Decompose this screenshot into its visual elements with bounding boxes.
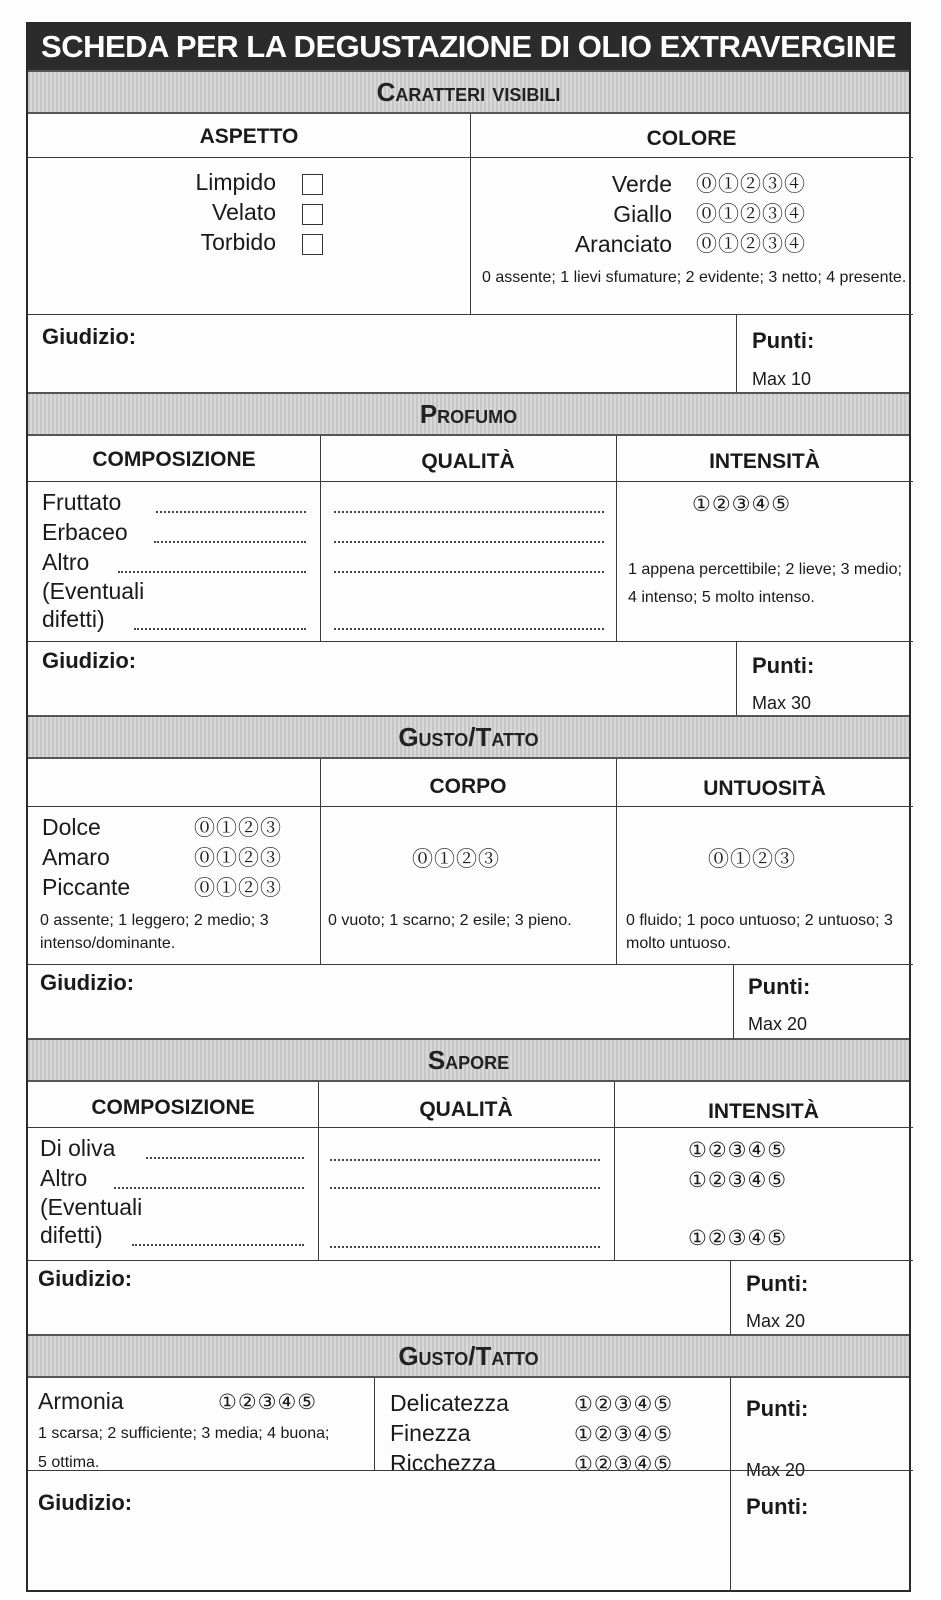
dotline-sapore-difetti[interactable] [132,1244,304,1246]
scale-intensita-profumo[interactable]: ①②③④⑤ [692,493,792,516]
section-band-sapore: Sapore [28,1038,909,1082]
colore-legend: 0 assente; 1 lievi sfumature; 2 evidente; 3 netto; 4 presente. [482,269,907,286]
tasting-sheet [26,22,911,1592]
section-band-gusto-tatto-2: Gusto/Tatto [28,1334,909,1378]
scale-amaro[interactable]: ⓪①②③ [194,847,282,870]
max-label-4: Max 20 [746,1311,806,1331]
dotline-erbaceo[interactable] [154,541,306,543]
scale-corpo[interactable]: ⓪①②③ [412,848,500,871]
sapore-eventuali: (Eventuali [40,1194,143,1220]
scale-delicatezza[interactable]: ①②③④⑤ [574,1393,674,1416]
header-qualita-profumo: QUALITÀ [421,450,515,473]
corpo-legend: 0 vuoto; 1 scarno; 2 esile; 3 pieno. [328,912,572,929]
profumo-altro: Altro [42,549,90,575]
punti-label-4: Punti: [746,1271,809,1296]
giudizio-label-2: Giudizio: [42,648,137,673]
untuosita-legend: 0 fluido; 1 poco untuoso; 2 untuoso; 3 molto untuoso. [626,912,893,953]
punti-label-1: Punti: [752,328,815,353]
scale-sapore-2[interactable]: ①②③④⑤ [688,1169,788,1192]
gusto-legend: 0 assente; 1 leggero; 2 medio; 3 intenso/dominante. [40,912,269,953]
intensita-legend-profumo: 1 appena percettibile; 2 lieve; 3 medio; 4 intenso; 5 molto intenso. [628,561,902,606]
scale-sapore-3[interactable]: ①②③④⑤ [688,1227,788,1250]
punti-label-6: Punti: [746,1494,809,1519]
header-untuosita: UNTUOSITÀ [703,777,826,800]
scale-giallo[interactable]: ⓪①②③④ [696,203,806,226]
dotline-sapore-qualita-2[interactable] [330,1187,600,1189]
profumo-fruttato: Fruttato [42,489,122,515]
max-label-3: Max 20 [748,1014,808,1034]
checkbox-limpido[interactable] [302,174,323,195]
scale-armonia[interactable]: ①②③④⑤ [218,1391,318,1414]
scale-finezza[interactable]: ①②③④⑤ [574,1423,674,1446]
gusto-piccante: Piccante [42,874,131,900]
punti-label-3: Punti: [748,974,811,999]
dotline-altro[interactable] [118,571,306,573]
gusto-ricchezza: Ricchezza [390,1450,497,1476]
profumo-difetti: difetti) [42,606,105,632]
giudizio-field-4[interactable] [28,1261,729,1333]
dotline-sapore-altro[interactable] [114,1187,304,1189]
punti-label-2: Punti: [752,653,815,678]
scale-verde[interactable]: ⓪①②③④ [696,173,806,196]
header-intensita-sapore: INTENSITÀ [708,1100,819,1123]
sapore-altro: Altro [40,1165,88,1191]
giudizio-field-2[interactable] [28,642,735,714]
gusto-amaro: Amaro [42,844,110,870]
checkbox-velato[interactable] [302,204,323,225]
gusto-finezza: Finezza [390,1420,471,1446]
colore-aranciato: Aranciato [574,231,672,257]
header-composizione-sapore: COMPOSIZIONE [91,1096,255,1119]
scale-ricchezza[interactable]: ①②③④⑤ [574,1453,674,1476]
scale-piccante[interactable]: ⓪①②③ [194,877,282,900]
colore-giallo: Giallo [613,201,672,227]
header-colore: COLORE [646,127,737,150]
sapore-di-oliva: Di oliva [40,1135,116,1161]
section-band-profumo: Profumo [28,392,909,436]
max-label-1: Max 10 [752,369,812,389]
dotline-qualita-4[interactable] [334,628,604,630]
aspetto-velato: Velato [212,199,276,225]
punti-label-5: Punti: [746,1396,809,1421]
dotline-qualita-1[interactable] [334,511,604,513]
dotline-di-oliva[interactable] [146,1157,304,1159]
header-qualita-sapore: QUALITÀ [419,1098,513,1121]
sheet-title: SCHEDA PER LA DEGUSTAZIONE DI OLIO EXTRAVERGINE [28,24,909,70]
giudizio-label-5: Giudizio: [38,1490,133,1515]
max-label-2: Max 30 [752,693,812,713]
scale-aranciato[interactable]: ⓪①②③④ [696,233,806,256]
armonia-legend: 1 scarsa; 2 sufficiente; 3 media; 4 buona; 5 ottima. [38,1425,330,1471]
header-corpo: CORPO [429,775,507,798]
gusto-delicatezza: Delicatezza [390,1390,509,1416]
max-label-5: Max 20 [746,1460,806,1480]
profumo-eventuali: (Eventuali [42,578,145,604]
armonia-label: Armonia [38,1388,124,1414]
giudizio-field-1[interactable] [28,315,735,391]
gusto-dolce: Dolce [42,814,101,840]
giudizio-label-3: Giudizio: [40,970,135,995]
aspetto-torbido: Torbido [200,229,276,255]
scale-dolce[interactable]: ⓪①②③ [194,817,282,840]
scale-sapore-1[interactable]: ①②③④⑤ [688,1139,788,1162]
header-aspetto: ASPETTO [199,125,299,148]
giudizio-field-5[interactable] [28,1471,729,1590]
giudizio-label-1: Giudizio: [42,324,137,349]
profumo-erbaceo: Erbaceo [42,519,128,545]
aspetto-limpido: Limpido [195,169,276,195]
dotline-qualita-2[interactable] [334,541,604,543]
sapore-difetti: difetti) [40,1222,103,1248]
header-composizione-profumo: COMPOSIZIONE [92,448,256,471]
dotline-sapore-qualita-1[interactable] [330,1159,600,1161]
dotline-difetti[interactable] [134,628,306,630]
dotline-qualita-3[interactable] [334,571,604,573]
checkbox-torbido[interactable] [302,234,323,255]
section-band-caratteri-visibili: Caratteri visibili [28,70,909,114]
header-intensita-profumo: INTENSITÀ [709,450,820,473]
scale-untuosita[interactable]: ⓪①②③ [708,848,796,871]
dotline-sapore-qualita-3[interactable] [330,1246,600,1248]
section-band-gusto-tatto: Gusto/Tatto [28,715,909,759]
giudizio-field-3[interactable] [28,965,732,1037]
colore-verde: Verde [611,171,672,197]
giudizio-label-4: Giudizio: [38,1266,133,1291]
dotline-fruttato[interactable] [156,511,306,513]
